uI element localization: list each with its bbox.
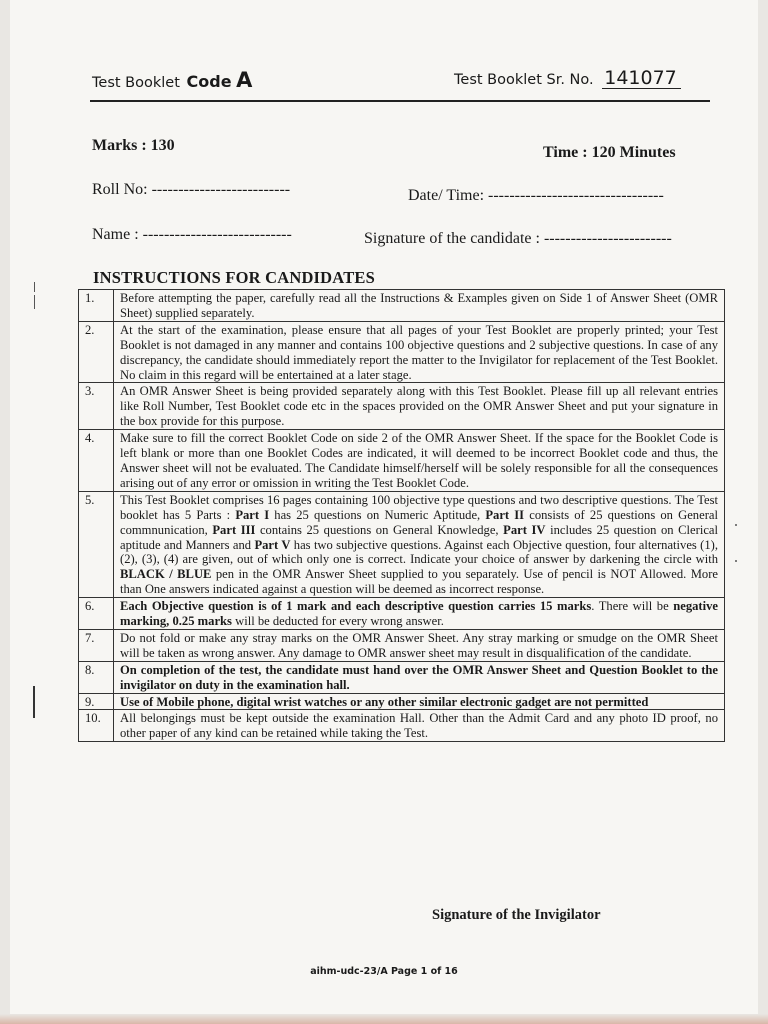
instruction-text-part: . There will be: [591, 599, 674, 614]
instruction-text-part: Do not fold or make any stray marks on the OMR Answer Sheet. Any stray marking or smudge on the OMR Sheet will be taken as wrong answer. Any damage to OMR answer sheet may result in disqualification of the candidate.: [120, 630, 718, 660]
instruction-text: [114, 491, 725, 597]
date-time-field: Date/ Time: ---------------------------------: [408, 187, 664, 204]
time-field: Time : 120 Minutes: [543, 144, 676, 161]
instruction-number: 10.: [79, 710, 114, 742]
instruction-text: [114, 693, 725, 710]
instruction-text: [114, 290, 725, 322]
instruction-text-part: This Test Booklet comprises 16 pages containing 100 objective type questions and two descriptive questions. The Test booklet has 5 Parts :: [120, 492, 718, 522]
instruction-row: [79, 598, 725, 630]
instruction-text-bold: Each Objective question is of 1 mark and each descriptive question carries 15 marks: [120, 599, 592, 614]
code-label: Code: [186, 72, 232, 91]
booklet-code: [92, 68, 252, 92]
instruction-text-part: Before attempting the paper, carefully read all the Instructions & Examples given on Side 1 of Answer Sheet (OMR Sheet) supplied separately.: [120, 291, 718, 320]
instruction-number: 9.: [79, 693, 114, 710]
instruction-text-bold: Use of Mobile phone, digital wrist watches or any other similar electronic gadget are not permitted: [120, 694, 649, 709]
roll-no-field: Roll No: --------------------------: [92, 181, 291, 198]
instruction-text-part: At the start of the examination, please ensure that all pages of your Test Booklet are properly printed; your Test Booklet is not damaged in any manner and contains 100 objective questions and 2 subjective questions. In case of any discrepancy, the candidate should immediately report the matter to the Invigilator for replacement of the Test Booklet. No claim in this regard will be entertained at a later stage.: [120, 322, 718, 382]
instruction-text-part: consists of 25 questions on General commnunication,: [120, 507, 718, 537]
instruction-text-part: has 25 questions on Numeric Aptitude,: [269, 507, 486, 522]
instruction-text: [114, 710, 725, 742]
instruction-text-bold: Part V: [254, 537, 291, 552]
instructions-table: [78, 289, 725, 742]
instruction-text-bold: Part IV: [503, 522, 546, 537]
instruction-number: 2.: [79, 321, 114, 383]
instruction-text-bold: Part I: [235, 507, 270, 522]
instruction-text-part: includes 25 question on Clerical aptitude and Manners and: [120, 522, 719, 552]
candidate-signature-field: Signature of the candidate : ------------------------: [364, 230, 672, 247]
instruction-number: 7.: [79, 629, 114, 661]
code-letter: A: [236, 68, 253, 92]
instruction-text-part: contains 25 questions on General Knowledge,: [255, 522, 504, 537]
instruction-text-part: will be deducted for every wrong answer.: [231, 614, 444, 629]
instruction-text-part: Make sure to fill the correct Booklet Code on side 2 of the OMR Answer Sheet. If the space for the Booklet Code is left blank or more than one Booklet Codes are indicated, it will deemed to be incorrect Booklet code and thus, the Answer sheet will not be evaluated. The Candidate himself/herself will be solely responsible for all the consequences arising out of any error or omission in writing the Test Booklet Code.: [120, 431, 718, 490]
instruction-text-bold: Part III: [212, 522, 256, 537]
instruction-number: 6.: [79, 598, 114, 630]
header-divider: [90, 100, 710, 102]
instruction-number: 3.: [79, 383, 114, 430]
serial-number: 141077: [602, 68, 681, 89]
instruction-row: [79, 661, 725, 693]
instruction-text: [114, 629, 725, 661]
instruction-text-bold: BLACK / BLUE: [120, 567, 212, 582]
instruction-text-part: All belongings must be kept outside the examination Hall. Other than the Admit Card and any photo ID proof, no other paper of any kind can be retained while taking the Test.: [120, 711, 718, 741]
instruction-text-bold: negative marking, 0.25 marks: [120, 599, 719, 629]
margin-mark: [34, 282, 35, 292]
instruction-row: [79, 710, 725, 742]
instruction-row: [79, 383, 725, 430]
margin-mark: [33, 686, 35, 718]
margin-dot: [735, 524, 737, 526]
instruction-number: 4.: [79, 430, 114, 492]
instruction-text: [114, 598, 725, 630]
marks-field: Marks : 130: [92, 137, 175, 154]
name-field: Name : ----------------------------: [92, 226, 292, 243]
booklet-serial: [454, 68, 681, 89]
booklet-header: [92, 62, 712, 102]
instruction-row: [79, 321, 725, 383]
instruction-number: 8.: [79, 661, 114, 693]
instruction-number: 5.: [79, 491, 114, 597]
instruction-row: [79, 693, 725, 710]
instruction-text: [114, 661, 725, 693]
instruction-text: [114, 430, 725, 492]
serial-label: Test Booklet Sr. No.: [454, 72, 594, 88]
instruction-text-part: An OMR Answer Sheet is being provided separately along with this Test Booklet. Please fill up all relevant entries like Roll Number, Test Booklet code etc in the spaces provided on the OMR Answer Sheet and put your signature in the box provide for this purpose.: [120, 384, 718, 429]
instruction-text-bold: On completion of the test, the candidate must hand over the OMR Answer Sheet and Question Booklet to the invigilator on duty in the examination hall.: [120, 662, 718, 692]
instruction-text: [114, 383, 725, 430]
instruction-row: [79, 430, 725, 492]
instruction-text-part: has two subjective questions. Against each Objective question, four alternatives (1), (2), (3), (4) are given, out of which only one is correct. Indicate your choice of answer by darkening the circle with: [120, 537, 719, 567]
instruction-row: [79, 290, 725, 322]
instruction-text-bold: Part II: [485, 507, 525, 522]
page-edge: [0, 1014, 768, 1024]
page-footer: aihm-udc-23/A Page 1 of 16: [310, 966, 458, 977]
instruction-row: [79, 491, 725, 597]
margin-dot: [735, 560, 737, 562]
instruction-row: [79, 629, 725, 661]
instruction-text: [114, 321, 725, 383]
invigilator-signature-label: Signature of the Invigilator: [432, 907, 601, 923]
instruction-number: 1.: [79, 290, 114, 322]
instructions-title: INSTRUCTIONS FOR CANDIDATES: [93, 268, 375, 287]
booklet-label: Test Booklet: [92, 75, 180, 91]
instruction-text-part: pen in the OMR Answer Sheet supplied to you separately. Use of pencil is NOT Allowed. More than One answers indicated against a question will be deemed as incorrect response.: [120, 567, 718, 597]
margin-mark: [34, 295, 35, 309]
